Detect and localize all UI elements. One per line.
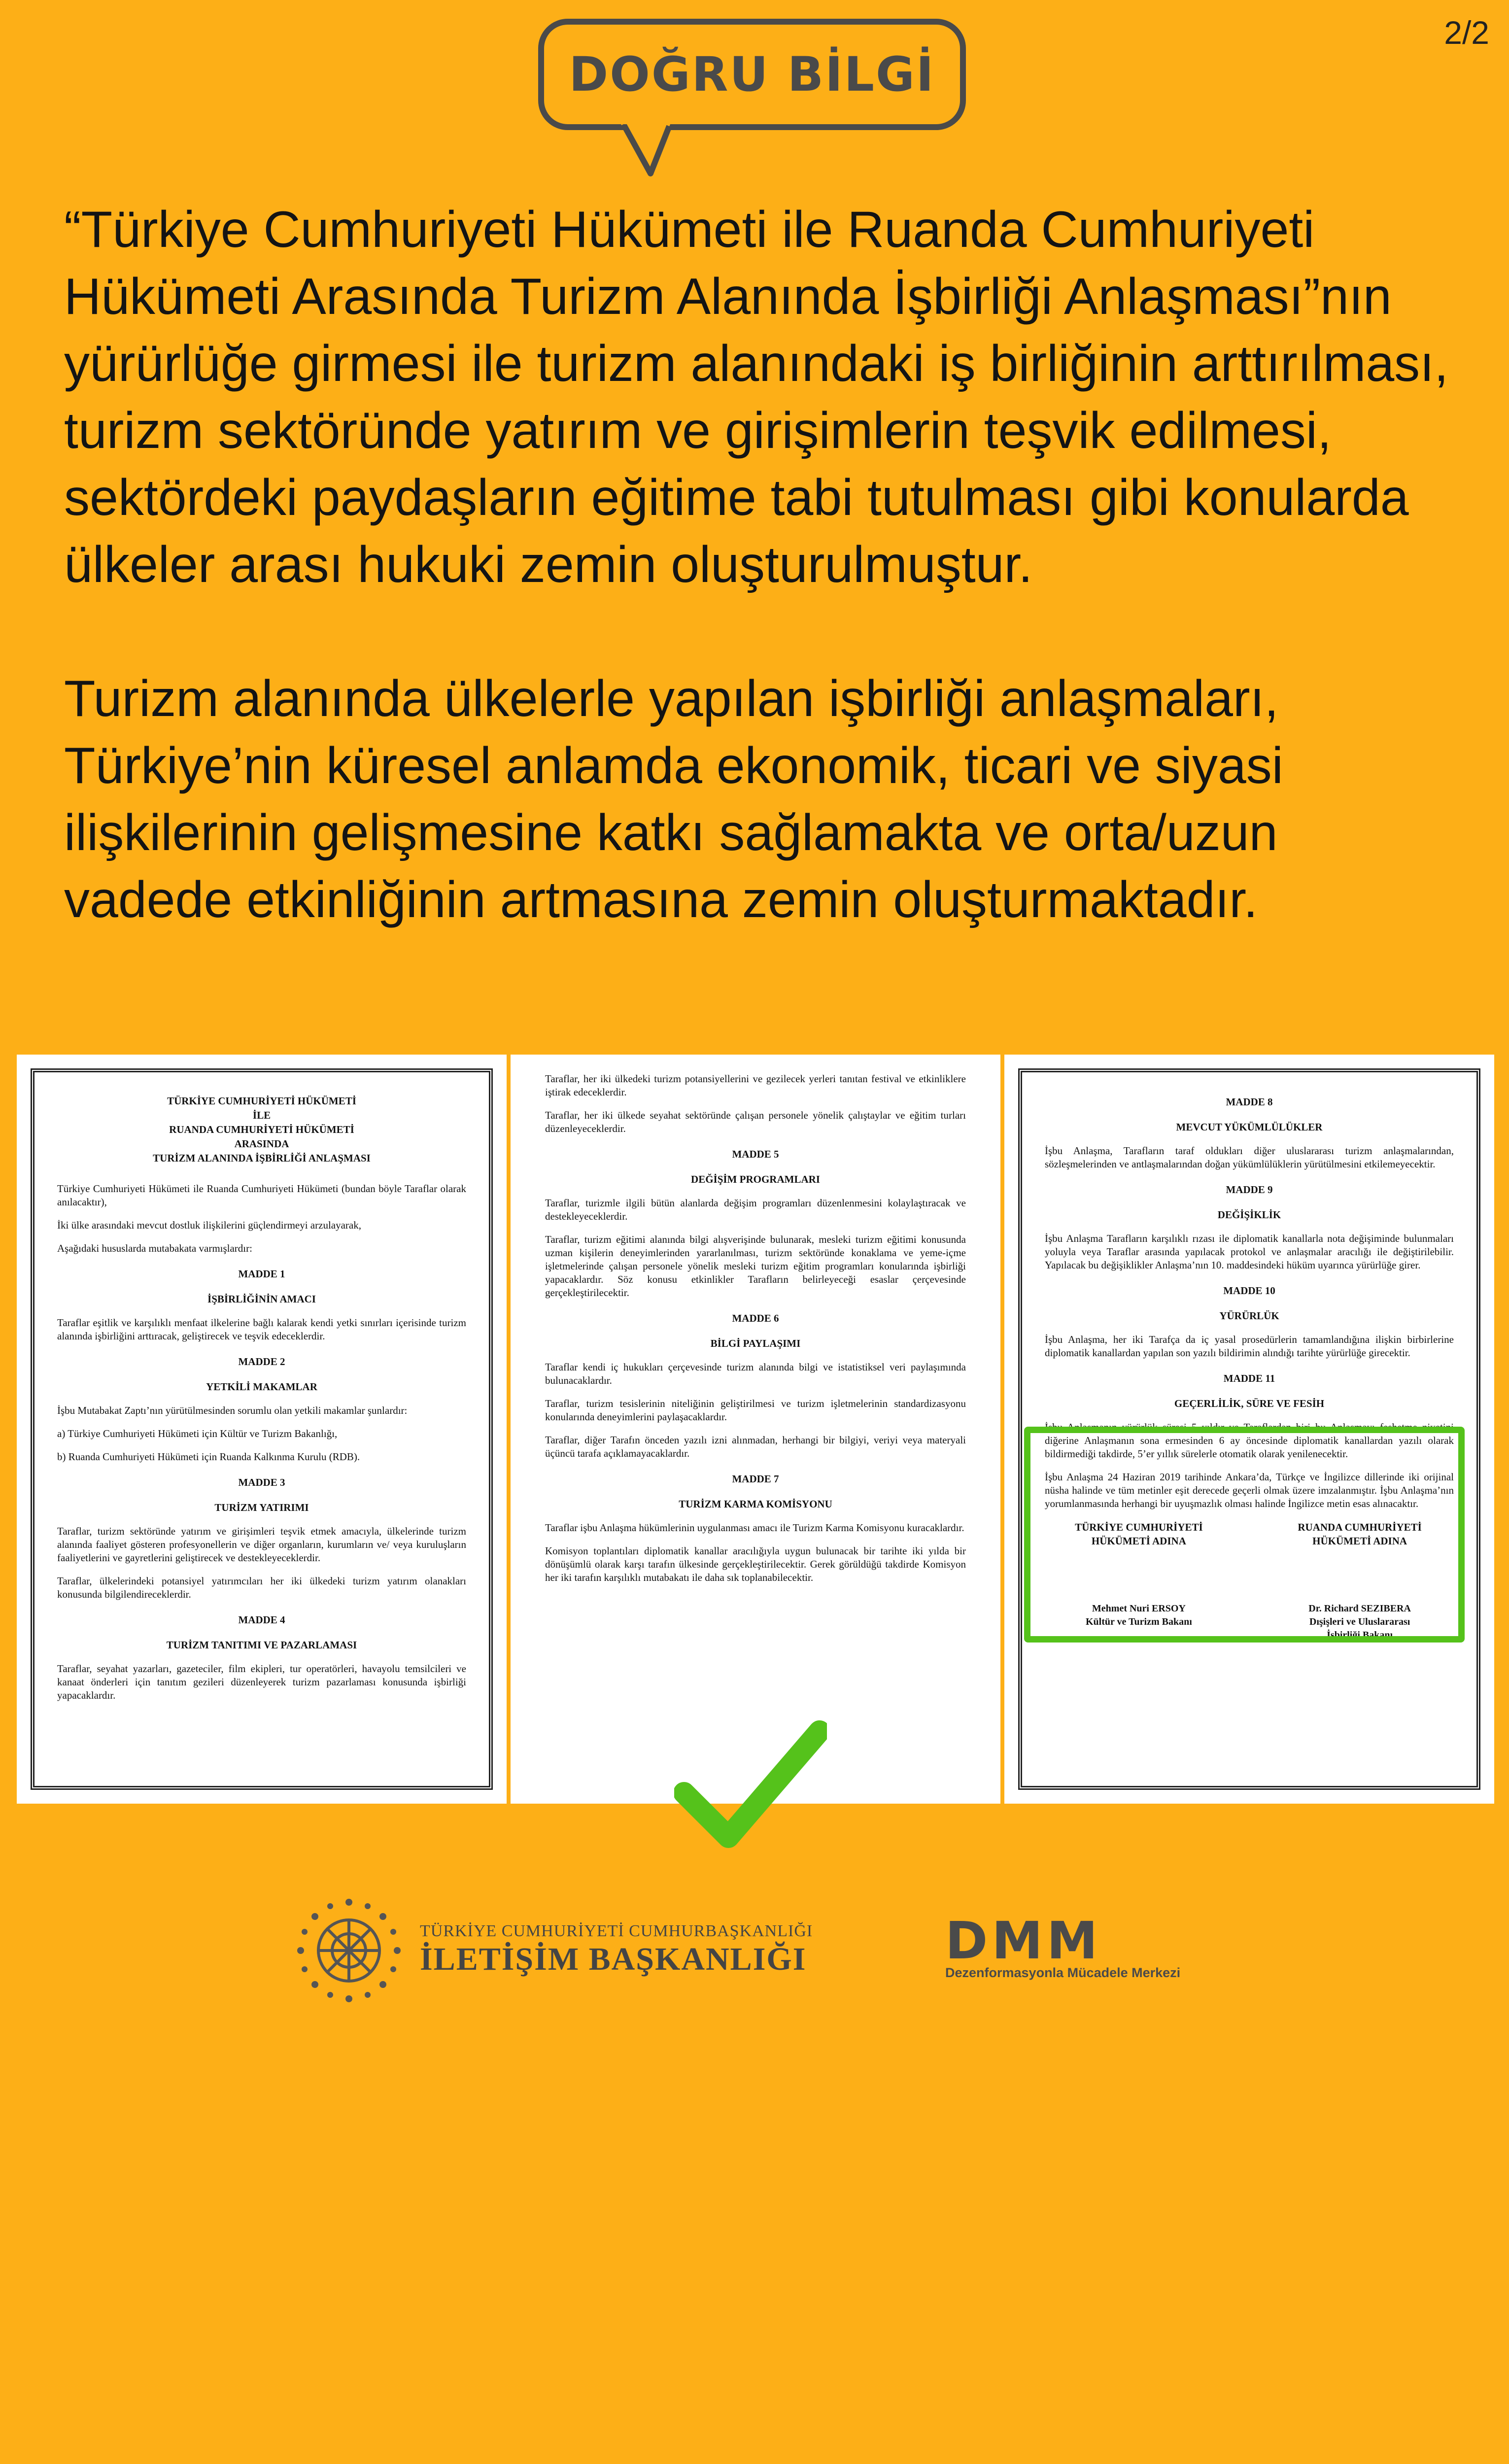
badge-label: DOĞRU BİLGİ	[569, 47, 935, 102]
article-title: DEĞİŞİKLİK	[1217, 1209, 1281, 1221]
article-heading: MADDE 4	[238, 1614, 285, 1626]
page-number: 2/2	[1444, 14, 1489, 51]
doc-text: Taraflar, turizmle ilgili bütün alanlarda değişim programları düzenlenmesini kolaylaştıracak ve destekleyeceklerdir.	[545, 1197, 966, 1222]
checkmark-icon	[674, 1719, 827, 1852]
doc-text: a) Türkiye Cumhuriyeti Hükümeti için Kültür ve Turizm Bakanlığı,	[57, 1428, 338, 1439]
article-title: YÜRÜRLÜK	[1219, 1310, 1279, 1322]
paragraph-1: “Türkiye Cumhuriyeti Hükümeti ile Ruanda Cumhuriyeti Hükümeti Arasında Turizm Alanında İşbirliği Anlaşması”nın yürürlüğe girmesi ile turizm alanındaki iş birliğinin arttırılması, turizm sektöründe yatırım ve girişimlerin teşvik edilmesi, sektördeki paydaşların eğitime tabi tutulması gibi konularda ülkeler arası hukuki zemin oluşturulmuştur.	[64, 201, 1448, 593]
article-title: GEÇERLİLİK, SÜRE VE FESİH	[1174, 1398, 1325, 1409]
doc-text: Taraflar, her iki ülkedeki turizm potansiyellerini ve gezilecek yerleri tanıtan festival ve etkinliklere iştirak edeceklerdir.	[545, 1073, 966, 1098]
doc-text: İşbu Anlaşma 24 Haziran 2019 tarihinde Ankara’da, Türkçe ve İngilizce dillerinde iki orijinal nüsha halinde ve tüm metinler eşit derecede geçerli olmak üzere imzalanmıştır. İşbu Anlaşma’nın yorumlanmasında herhangi bir uyuşmazlık olması halinde İngilizce metin esas alınacaktır.	[1045, 1471, 1454, 1509]
document-page-2	[511, 1055, 1000, 1804]
doc-text: Taraflar, turizm eğitimi alanında bilgi alışverişinde bulunarak, mesleki turizm eğitimi konusunda uzman kişilerin deneyimlerinden yararlanılması, turizm sektöründe konaklama ve yeme-içme işletmelerinde çalışan personele yönelik mesleki turizm eğitim programları konularında işbirliği yapacaklardır. Söz konusu etkinlikler Tarafların belirleyeceği esaslar çerçevesinde gerçekleştirilecektir.	[545, 1233, 966, 1299]
iletisim-baskanligi-logo	[420, 1922, 813, 1978]
iletisim-emblem-icon	[295, 1896, 403, 2005]
article-heading: MADDE 5	[732, 1148, 779, 1160]
doc-text: Taraflar, turizm sektöründe yatırım ve girişimleri teşvik etmek amacıyla, ülkelerinde turizm alanında faaliyet gösteren profesyonellerin ve diğer organların, kurumların ve/ veya kuruluşların faaliyetlerini ve gayretlerini geliştirecek ve destekleyeceklerdir.	[57, 1525, 466, 1564]
dmm-wordmark: DMM	[945, 1911, 1102, 1971]
main-text	[64, 196, 1454, 1000]
doc-text: İşbu Anlaşma, Tarafların taraf oldukları diğer uluslararası turizm anlaşmalarından, sözleşmelerinden ve antlaşmalarından doğan yükümlülüklerin yürütülmesini etkilemeyecektir.	[1045, 1145, 1454, 1170]
article-heading: MADDE 3	[238, 1476, 285, 1488]
article-title: İŞBİRLİĞİNİN AMACI	[207, 1293, 316, 1305]
article-heading: MADDE 2	[238, 1356, 285, 1368]
dogru-bilgi-badge	[538, 19, 966, 130]
signatory-left-title: TÜRKİYE CUMHURİYETİ HÜKÜMETİ ADINA	[1075, 1521, 1203, 1547]
doc-text: Taraflar, turizm tesislerinin niteliğinin geliştirilmesi ve turizm işletmelerinin standardizasyonu konularında deneyimlerini paylaşacaklardır.	[545, 1398, 966, 1423]
article-title: DEĞİŞİM PROGRAMLARI	[691, 1173, 820, 1185]
doc-text: Taraflar eşitlik ve karşılıklı menfaat ilkelerine bağlı kalarak kendi yetki sınırları içerisinde turizm alanında işbirliğini arttıracak, geliştirecek ve teşvik edeceklerdir.	[57, 1317, 466, 1342]
article-heading: MADDE 9	[1226, 1184, 1273, 1196]
doc-text: Taraflar, her iki ülkede seyahat sektöründe çalışan personele yönelik çalıştaylar ve eğitim turları düzenleyeceklerdir.	[545, 1109, 966, 1134]
doc-text: Taraflar, diğer Tarafın önceden yazılı izni alınmadan, herhangi bir bilgiyi, veriyi veya materyali üçüncü tarafa açıklamayacaklardır.	[545, 1434, 966, 1459]
org-line-1: TÜRKİYE CUMHURİYETİ CUMHURBAŞKANLIĞI	[420, 1922, 813, 1940]
paragraph-2: Turizm alanında ülkelerle yapılan işbirliği anlaşmaları, Türkiye’nin küresel anlamda ekonomik, ticari ve siyasi ilişkilerinin gelişmesine katkı sağlamakta ve orta/uzun vadede etkinliğinin artmasına zemin oluşturmaktadır.	[64, 670, 1283, 928]
doc-text: İki ülke arasındaki mevcut dostluk ilişkilerini güçlendirmeyi arzulayarak,	[57, 1219, 361, 1231]
signatory-left-name: Mehmet Nuri ERSOY Kültür ve Turizm Bakanı	[1086, 1603, 1192, 1627]
article-heading: MADDE 10	[1223, 1285, 1275, 1297]
signatory-right-title: RUANDA CUMHURİYETİ HÜKÜMETİ ADINA	[1298, 1521, 1422, 1547]
article-heading: MADDE 7	[732, 1473, 779, 1485]
doc-text: Taraflar, seyahat yazarları, gazeteciler, film ekipleri, tur operatörleri, havayolu temsilcileri ve kanaat önderleri için tanıtım gezileri düzenleyerek turizm pazarlaması konusunda işbirliği yapacaklardır.	[57, 1663, 466, 1701]
highlight-box	[1024, 1427, 1465, 1643]
doc-text: Komisyon toplantıları diplomatik kanallar aracılığıyla uygun bulunacak bir tarihte iki yılda bir dönüşümlü olarak karşı tarafın ülkesinde gerçekleştirilecektir. Gerek görüldüğü takdirde Komisyon her iki tarafın karşılıklı mutabakatı ile daha sık toplanabilecektir.	[545, 1545, 966, 1583]
doc-text: İşbu Anlaşmanın yürürlük süresi 5 yıldır ve Taraflardan biri bu Anlaşmayı feshetme niyetini diğerine Anlaşmanın sona ermesinden 6 ay öncesinde diplomatik kanallardan yazılı olarak bildirmediği takdirde, 5’er yıllık sürelerle otomatik olarak yenilenecektir.	[1045, 1421, 1454, 1460]
dmm-subtitle: Dezenformasyonla Mücadele Merkezi	[945, 1965, 1181, 1980]
doc-text: İşbu Anlaşma, her iki Tarafça da iç yasal prosedürlerin tamamlandığına ilişkin birbirlerine diplomatik kanallardan yapılan son yazılı bildirimin alındığı tarihte yürürlüğe girecektir.	[1045, 1334, 1454, 1359]
speech-bubble-tail-icon	[621, 124, 680, 178]
doc-text: Türkiye Cumhuriyeti Hükümeti ile Ruanda Cumhuriyeti Hükümeti (bundan böyle Taraflar olarak anılacaktır),	[57, 1183, 466, 1208]
article-title: YETKİLİ MAKAMLAR	[206, 1381, 317, 1393]
doc-text: İşbu Mutabakat Zaptı’nın yürütülmesinden sorumlu olan yetkili makamlar şunlardır:	[57, 1404, 408, 1416]
article-heading: MADDE 1	[238, 1268, 285, 1280]
doc-text: Taraflar işbu Anlaşma hükümlerinin uygulanması amacı ile Turizm Karma Komisyonu kuracaklardır.	[545, 1522, 964, 1534]
article-title: MEVCUT YÜKÜMLÜLÜKLER	[1176, 1121, 1323, 1133]
article-title: BİLGİ PAYLAŞIMI	[710, 1337, 801, 1349]
article-title: TURİZM KARMA KOMİSYONU	[679, 1498, 832, 1510]
document-page-1	[17, 1055, 507, 1804]
article-title: TURİZM YATIRIMI	[214, 1502, 309, 1513]
article-title: TURİZM TANITIMI VE PAZARLAMASI	[166, 1639, 357, 1651]
doc-text: İşbu Anlaşma Tarafların karşılıklı rızası ile diplomatik kanallarla nota değişiminde bulunmaları yoluyla veya Taraflar arasında yapılacak protokol ve anlaşmalar aracılığı ile değiştirilebilir. Yapılacak bu değişiklikler Anlaşma’nın 10. maddesindeki hüküm uyarınca yürürlüğe girer.	[1045, 1232, 1454, 1271]
signatory-right-name: Dr. Richard SEZIBERA Dışişleri ve Uluslararası İşbirliği Bakanı	[1308, 1603, 1411, 1641]
article-heading: MADDE 8	[1226, 1096, 1273, 1108]
doc-text: Taraflar kendi iç hukukları çerçevesinde turizm alanında bilgi ve istatistiksel veri paylaşımında bulunacaklardır.	[545, 1361, 966, 1386]
dmm-logo	[945, 1911, 1181, 1981]
article-heading: MADDE 11	[1223, 1372, 1275, 1384]
article-heading: MADDE 6	[732, 1312, 779, 1324]
doc-text: b) Ruanda Cumhuriyeti Hükümeti için Ruanda Kalkınma Kurulu (RDB).	[57, 1451, 360, 1463]
agreement-title: TÜRKİYE CUMHURİYETİ HÜKÜMETİ İLE RUANDA CUMHURİYETİ HÜKÜMETİ ARASINDA TURİZM ALANINDA İŞBİRLİĞİ ANLAŞMASI	[153, 1095, 371, 1164]
doc-text: Taraflar, ülkelerindeki potansiyel yatırımcıları her iki ülkedeki turizm yatırım olanakları konusunda bilgilendireceklerdir.	[57, 1575, 466, 1600]
doc-text: Aşağıdaki hususlarda mutabakata varmışlardır:	[57, 1242, 252, 1254]
org-line-2: İLETİŞİM BAŞKANLIĞI	[420, 1941, 807, 1977]
